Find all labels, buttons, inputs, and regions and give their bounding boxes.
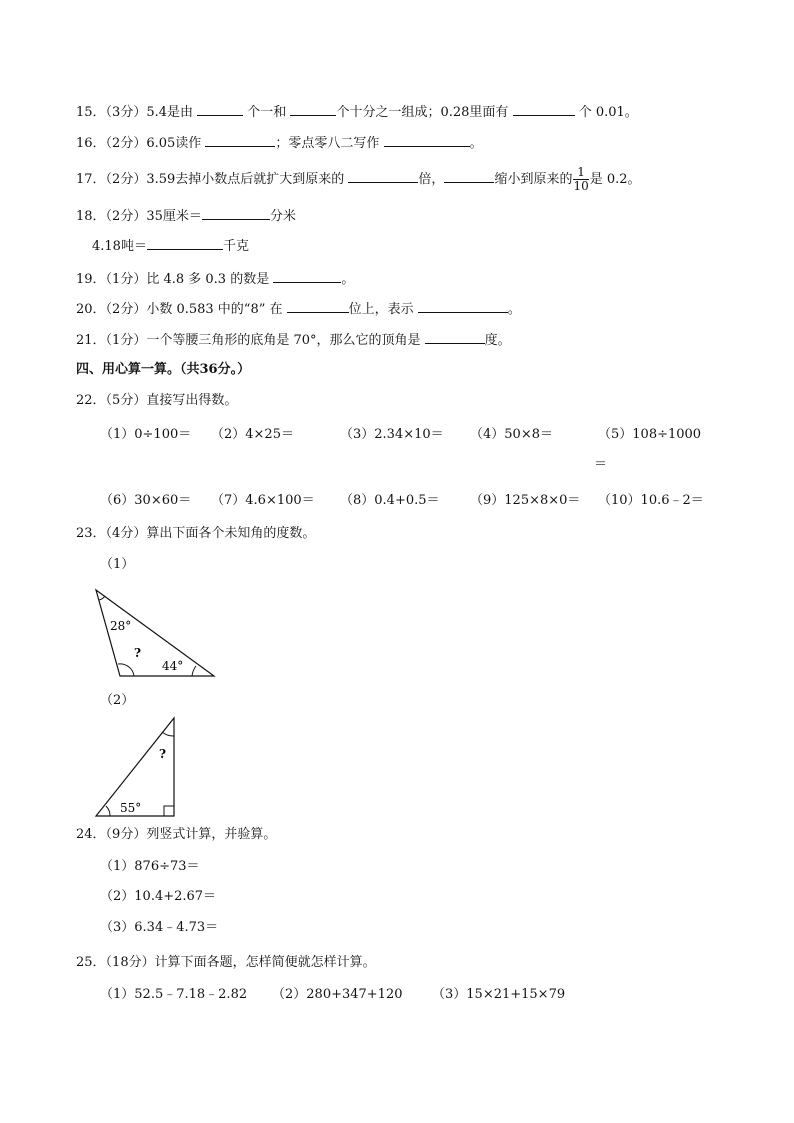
score: （2分）	[105, 302, 147, 317]
text: 列竖式计算，并验算。	[146, 827, 277, 842]
question-18	[76, 206, 296, 226]
score: （9分）	[105, 827, 147, 842]
answer-blank[interactable]	[147, 236, 223, 250]
calc-item: （10）10.6﹣2＝	[598, 493, 704, 508]
question-number: 24．	[76, 827, 106, 842]
text: 个 0.01。	[578, 105, 638, 120]
calc-item: （9）125×8×0＝	[470, 493, 581, 508]
calc-item: （3）6.34﹣4.73＝	[100, 920, 219, 935]
text: 分米	[269, 209, 296, 224]
score: （18分）	[105, 955, 155, 970]
question-18-part-2	[92, 236, 249, 256]
question-number: 16．	[76, 136, 106, 151]
text: 计算下面各题，怎样简便就怎样计算。	[154, 955, 376, 970]
question-23	[76, 525, 315, 543]
question-19	[76, 269, 354, 289]
question-number: 23．	[76, 526, 106, 541]
text: 千克	[222, 239, 249, 254]
calc-item: （2）10.4+2.67＝	[100, 889, 217, 904]
text: 35厘米＝	[146, 209, 202, 224]
answer-blank[interactable]	[348, 169, 418, 183]
answer-blank[interactable]	[202, 206, 270, 220]
text: ；零点零八二写作	[275, 136, 380, 151]
calc-item: （4）50×8＝	[470, 427, 553, 442]
text: 一个等腰三角形的底角是 70°，那么它的顶角是	[146, 333, 421, 348]
triangle-figure-1	[88, 584, 220, 682]
score: （5分）	[105, 393, 147, 408]
angle-arc	[192, 666, 196, 676]
question-number: 20．	[76, 302, 106, 317]
calc-item: （2）280+347+120	[272, 987, 403, 1002]
text: 比 4.8 多 0.3 的数是	[146, 272, 270, 287]
calc-item-equals: ＝	[594, 457, 608, 472]
part-label: （2）	[100, 693, 135, 708]
answer-blank[interactable]	[205, 133, 275, 147]
answer-blank[interactable]	[273, 269, 341, 283]
calc-item: （7）4.6×100＝	[211, 493, 315, 508]
text: 。	[507, 302, 521, 317]
score: （2分）	[105, 136, 147, 151]
text: 缩小到原来的	[494, 172, 573, 187]
calc-item: （1）0÷100＝	[100, 427, 192, 442]
answer-blank[interactable]	[425, 330, 485, 344]
text: 位上，表示	[348, 302, 414, 317]
answer-blank[interactable]	[287, 299, 349, 313]
right-angle-mark	[164, 806, 174, 816]
fraction-denominator: 10	[573, 179, 589, 193]
question-20	[76, 299, 521, 319]
calc-item: （3）2.34×10＝	[340, 427, 444, 442]
question-number: 15．	[76, 105, 106, 120]
angle-label: 44°	[162, 659, 184, 673]
question-number: 18．	[76, 209, 106, 224]
text: 6.05读作	[146, 136, 202, 151]
text: 倍，	[418, 172, 445, 187]
question-21	[76, 330, 511, 350]
score: （3分）	[105, 105, 147, 120]
calc-item: （1）876÷73＝	[100, 859, 200, 874]
text: 是 0.2。	[589, 172, 641, 187]
calc-item: （3）15×21+15×79	[432, 987, 566, 1002]
angle-arc	[162, 732, 174, 736]
score: （1分）	[105, 272, 147, 287]
question-15	[76, 102, 638, 122]
fraction	[573, 166, 588, 193]
text: 算出下面各个未知角的度数。	[146, 526, 316, 541]
question-17	[76, 166, 641, 193]
question-24	[76, 826, 276, 844]
angle-arc	[106, 806, 110, 816]
question-25	[76, 954, 376, 972]
text: 4.18吨＝	[92, 239, 147, 254]
text: 度。	[484, 333, 511, 348]
answer-blank[interactable]	[418, 299, 508, 313]
section-heading: 四、用心算一算。（共36分。）	[76, 362, 251, 377]
question-number: 22．	[76, 393, 106, 408]
fraction-numerator: 1	[573, 166, 588, 180]
answer-blank[interactable]	[290, 102, 336, 116]
question-number: 25．	[76, 955, 106, 970]
calc-item: （5）108÷1000	[598, 427, 702, 442]
angle-arc	[99, 596, 105, 600]
text: 个一和	[247, 105, 287, 120]
answer-blank[interactable]	[513, 102, 575, 116]
text: 个十分之一组成；0.28里面有	[336, 105, 509, 120]
calc-item: （6）30×60＝	[100, 493, 192, 508]
part-label: （1）	[100, 557, 135, 572]
unknown-angle-label: ?	[134, 646, 142, 660]
question-number: 17．	[76, 172, 106, 187]
triangle-1-outline	[96, 590, 214, 676]
text: 5.4是由	[146, 105, 194, 120]
answer-blank[interactable]	[384, 133, 470, 147]
text: 小数 0.583 中的“8” 在	[146, 302, 283, 317]
question-number: 19．	[76, 272, 106, 287]
answer-blank[interactable]	[444, 169, 494, 183]
text: 3.59去掉小数点后就扩大到原来的	[146, 172, 345, 187]
calc-item: （2）4×25＝	[211, 427, 294, 442]
score: （2分）	[105, 209, 147, 224]
question-16	[76, 133, 483, 153]
triangle-figure-2	[90, 714, 182, 820]
angle-label: 28°	[110, 619, 132, 633]
angle-arc	[118, 664, 134, 676]
text: 直接写出得数。	[146, 393, 238, 408]
calc-item: （1）52.5﹣7.18﹣2.82	[100, 987, 248, 1002]
text: 。	[341, 272, 355, 287]
answer-blank[interactable]	[197, 102, 243, 116]
text: 。	[469, 136, 483, 151]
question-number: 21．	[76, 333, 106, 348]
score: （4分）	[105, 526, 147, 541]
score: （1分）	[105, 333, 147, 348]
unknown-angle-label: ?	[159, 747, 167, 761]
question-22	[76, 392, 237, 410]
angle-label: 55°	[120, 801, 142, 815]
calc-item: （8）0.4+0.5＝	[340, 493, 440, 508]
score: （2分）	[105, 172, 147, 187]
